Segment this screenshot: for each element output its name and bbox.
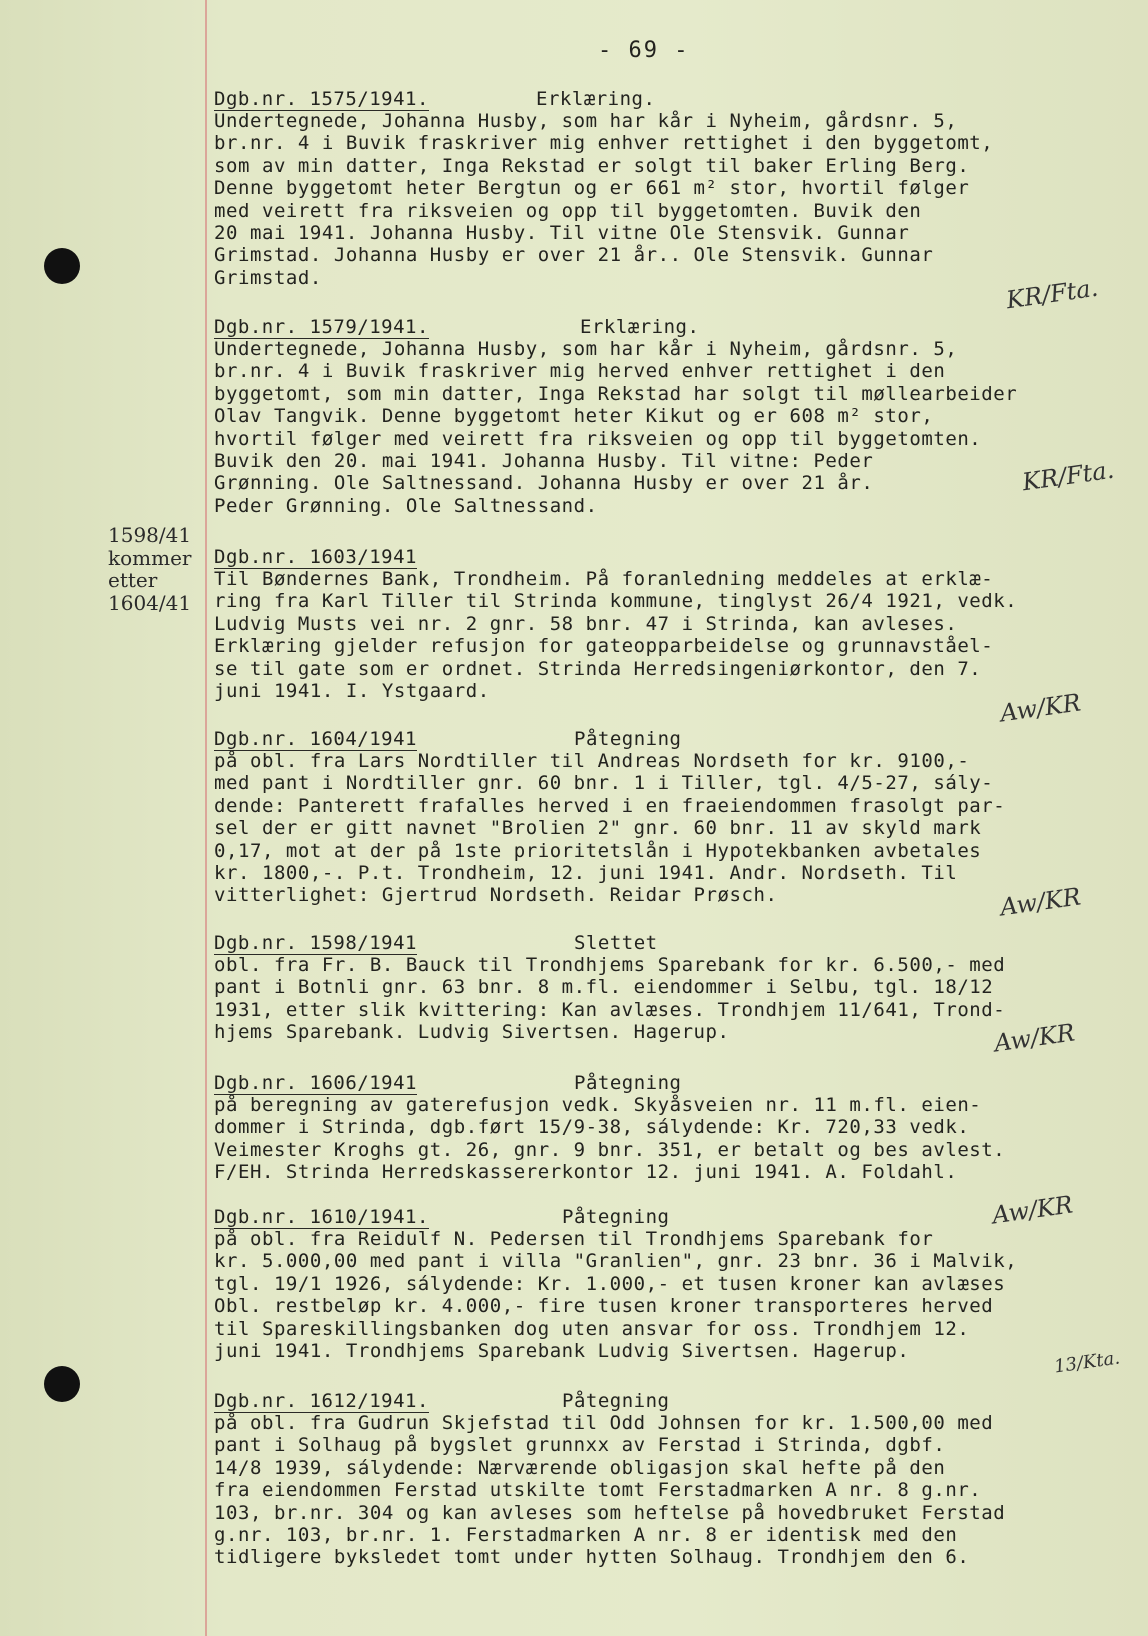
entry-text-line: se til gate som er ordnet. Strinda Herredsingeniørkontor, den 7.	[214, 657, 982, 680]
entry-text-line: kr. 5.000,00 med pant i villa "Granlien", gnr. 23 bnr. 36 i Malvik,	[214, 1250, 1018, 1273]
margin-note	[108, 524, 192, 614]
dagbok-entry	[214, 728, 1134, 907]
entry-text-line: hvortil følger med veirett fra riksveien og opp til byggetomten.	[214, 427, 982, 450]
initials-signature: Aw/KR	[992, 1018, 1077, 1058]
entry-number: Dgb.nr. 1603/1941	[214, 546, 417, 568]
entry-text-line: på obl. fra Gudrun Skjefstad til Odd Johnsen for kr. 1.500,00 med	[214, 1412, 994, 1434]
margin-note-line: etter	[108, 568, 158, 592]
entry-header	[214, 932, 1134, 954]
entry-text-line: obl. fra Fr. B. Bauck til Trondhjems Sparebank for kr. 6.500,- med	[214, 954, 1006, 976]
entry-text-line: Grimstad. Johanna Husby er over 21 år.. Ole Stensvik. Gunnar	[214, 244, 934, 267]
entry-text-line: vitterlighet: Gjertrud Nordseth. Reidar Prøsch.	[214, 884, 778, 907]
dagbok-entry	[214, 1072, 1134, 1184]
initials-signature: KR/Fta.	[1004, 273, 1100, 315]
entry-text-line: 103, br.nr. 304 og kan avleses som heftelse på hovedbruket Ferstad	[214, 1501, 1006, 1524]
dagbok-entry	[214, 316, 1134, 517]
entry-text-line: Grimstad.	[214, 266, 322, 289]
initials-signature: Aw/KR	[990, 1190, 1075, 1230]
entry-text-line: Undertegnede, Johanna Husby, som har kår i Nyheim, gårdsnr. 5,	[214, 338, 958, 360]
entry-text-line: 14/8 1939, sálydende: Nærværende obligasjon skal hefte på den	[214, 1456, 946, 1479]
initials-signature: KR/Fta.	[1020, 455, 1116, 497]
margin-note-line: 1598/41	[108, 523, 192, 547]
entry-text-line: byggetomt, som min datter, Inga Rekstad har solgt til møllearbeider	[214, 382, 1018, 405]
dagbok-entry	[214, 1206, 1134, 1362]
entry-text-line: hjems Sparebank. Ludvig Sivertsen. Hagerup.	[214, 1021, 730, 1044]
entry-number: Dgb.nr. 1598/1941	[214, 932, 417, 954]
entry-text-line: Grønning. Ole Saltnessand. Johanna Husby er over 21 år.	[214, 472, 874, 495]
dagbok-entry	[214, 932, 1134, 1044]
entry-text-line: sel der er gitt navnet "Brolien 2" gnr. 60 bnr. 11 av skyld mark	[214, 817, 982, 840]
entry-type: Påtegning	[574, 1072, 682, 1094]
entry-type: Påtegning	[562, 1206, 670, 1228]
entry-number: Dgb.nr. 1604/1941	[214, 728, 417, 750]
dagbok-entry	[214, 1390, 1134, 1569]
entry-text-line: Ludvig Musts vei nr. 2 gnr. 58 bnr. 47 i Strinda, kan avleses.	[214, 612, 958, 635]
initials-signature: 13/Kta.	[1052, 1347, 1122, 1378]
entry-header	[214, 1072, 1134, 1094]
entry-text-line: g.nr. 103, br.nr. 1. Ferstadmarken A nr. 8 er identisk med den	[214, 1524, 958, 1547]
entry-text-line: Buvik den 20. mai 1941. Johanna Husby. Til vitne: Peder	[214, 450, 874, 473]
entry-type: Erklæring.	[536, 88, 656, 110]
entry-text-line: Erklæring gjelder refusjon for gateopparbeidelse og grunnavståel-	[214, 635, 994, 658]
initials-signature: Aw/KR	[998, 688, 1083, 728]
margin-rule	[205, 0, 207, 1636]
entry-header	[214, 88, 1134, 110]
entry-text-line: 20 mai 1941. Johanna Husby. Til vitne Ole Stensvik. Gunnar	[214, 222, 910, 245]
entry-number: Dgb.nr. 1579/1941.	[214, 316, 429, 338]
page-number: - 69 -	[598, 38, 690, 63]
entry-text-line: 0,17, mot at der på 1ste prioritetslån i Hypotekbanken avbetales	[214, 839, 982, 862]
entry-text-line: pant i Solhaug på bygslet grunnxx av Ferstad i Strinda, dgbf.	[214, 1434, 946, 1457]
entry-header	[214, 316, 1134, 338]
dagbok-entry	[214, 546, 1134, 702]
entry-text-line: br.nr. 4 i Buvik fraskriver mig enhver rettighet i den byggetomt,	[214, 132, 994, 155]
entry-text-line: tidligere byksledet tomt under hytten Solhaug. Trondhjem den 6.	[214, 1546, 970, 1569]
entry-number: Dgb.nr. 1610/1941.	[214, 1206, 429, 1228]
dagbok-entry	[214, 88, 1134, 289]
entry-text-line: Til Bøndernes Bank, Trondheim. På foranledning meddeles at erklæ-	[214, 568, 994, 590]
entry-text-line: br.nr. 4 i Buvik fraskriver mig herved enhver rettighet i den	[214, 360, 946, 383]
entry-type: Påtegning	[562, 1390, 670, 1412]
entry-text-line: pant i Botnli gnr. 63 bnr. 8 m.fl. eiendommer i Selbu, tgl. 18/12	[214, 976, 994, 999]
entry-text-line: med pant i Nordtiller gnr. 60 bnr. 1 i Tiller, tgl. 4/5-27, sály-	[214, 772, 994, 795]
entry-header	[214, 728, 1134, 750]
entry-text-line: Denne byggetomt heter Bergtun og er 661 m² stor, hvortil følger	[214, 177, 970, 200]
entry-text-line: dende: Panterett frafalles herved i en fraeiendommen frasolgt par-	[214, 794, 1006, 817]
entry-text-line: Veimester Kroghs gt. 26, gnr. 9 bnr. 351, er betalt og bes avlest.	[214, 1138, 1006, 1161]
entry-type: Slettet	[574, 932, 658, 954]
entry-text-line: som av min datter, Inga Rekstad er solgt til baker Erling Berg.	[214, 154, 970, 177]
margin-note-line: 1604/41	[108, 590, 192, 615]
entry-type: Påtegning	[574, 728, 682, 750]
entry-header	[214, 1390, 1134, 1412]
entry-text-line: ring fra Karl Tiller til Strinda kommune, tinglyst 26/4 1921, vedk.	[214, 590, 1018, 613]
entry-text-line: 1931, etter slik kvittering: Kan avlæses. Trondhjem 11/641, Trond-	[214, 998, 1006, 1021]
entry-text-line: dommer i Strinda, dgb.ført 15/9-38, sálydende: Kr. 720,33 vedk.	[214, 1116, 970, 1139]
entry-text-line: på beregning av gaterefusjon vedk. Skyåsveien nr. 11 m.fl. eien-	[214, 1094, 982, 1116]
entry-number: Dgb.nr. 1612/1941.	[214, 1390, 429, 1412]
entry-text-line: Undertegnede, Johanna Husby, som har kår i Nyheim, gårdsnr. 5,	[214, 110, 958, 132]
entry-text-line: F/EH. Strinda Herredskassererkontor 12. juni 1941. A. Foldahl.	[214, 1161, 958, 1184]
entry-text-line: juni 1941. Trondhjems Sparebank Ludvig Sivertsen. Hagerup.	[214, 1340, 910, 1363]
entry-text-line: Peder Grønning. Ole Saltnessand.	[214, 494, 598, 517]
entry-number: Dgb.nr. 1575/1941.	[214, 88, 429, 110]
entry-text-line: Olav Tangvik. Denne byggetomt heter Kikut og er 608 m² stor,	[214, 405, 934, 428]
entry-number: Dgb.nr. 1606/1941	[214, 1072, 417, 1094]
entry-text-line: på obl. fra Lars Nordtiller til Andreas Nordseth for kr. 9100,-	[214, 750, 970, 772]
entry-text-line: med veirett fra riksveien og opp til byggetomten. Buvik den	[214, 199, 922, 222]
margin-note-line: kommer	[108, 545, 192, 570]
entry-text-line: kr. 1800,-. P.t. Trondheim, 12. juni 1941. Andr. Nordseth. Til	[214, 862, 958, 885]
initials-signature: Aw/KR	[998, 882, 1083, 922]
punch-hole	[44, 248, 80, 284]
entry-type: Erklæring.	[580, 316, 700, 338]
entry-text-line: tgl. 19/1 1926, sálydende: Kr. 1.000,- et tusen kroner kan avlæses	[214, 1272, 1006, 1295]
entry-text-line: juni 1941. I. Ystgaard.	[214, 680, 490, 703]
entry-text-line: fra eiendommen Ferstad utskilte tomt Ferstadmarken A nr. 8 g.nr.	[214, 1479, 982, 1502]
entry-header	[214, 546, 1134, 568]
entry-text-line: til Spareskillingsbanken dog uten ansvar for oss. Trondhjem 12.	[214, 1317, 970, 1340]
entry-text-line: Obl. restbeløp kr. 4.000,- fire tusen kroner transporteres herved	[214, 1295, 994, 1318]
entry-text-line: på obl. fra Reidulf N. Pedersen til Trondhjems Sparebank for	[214, 1228, 934, 1250]
punch-hole	[44, 1366, 80, 1402]
